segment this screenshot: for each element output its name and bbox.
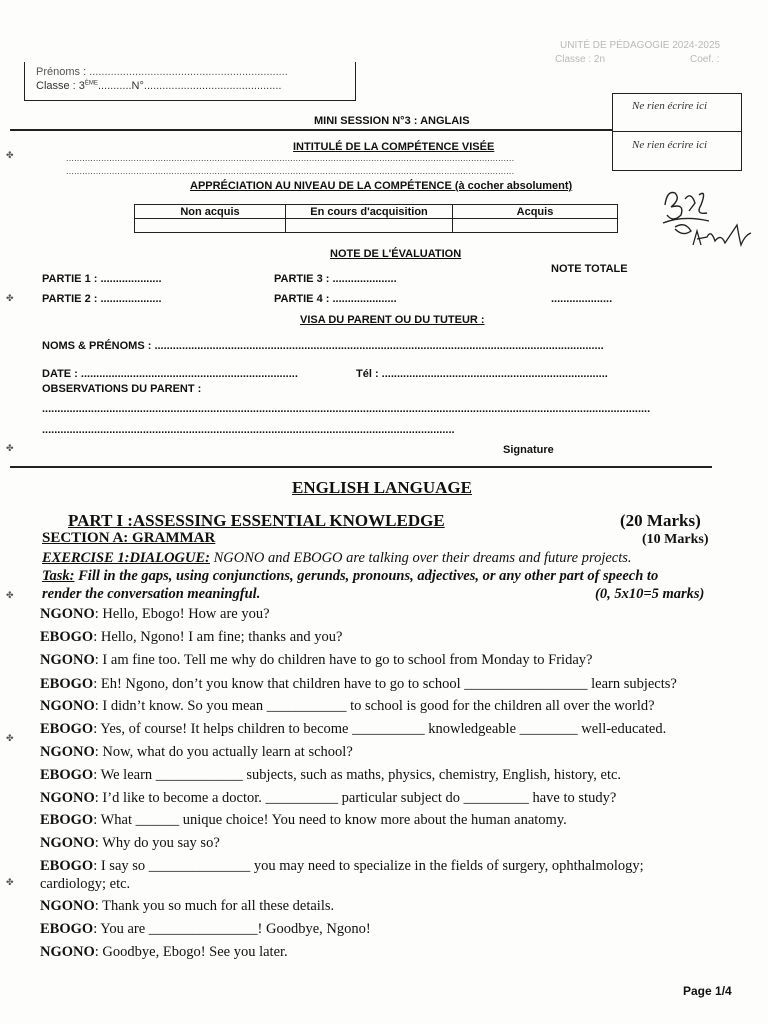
session-title: MINI SESSION N°3 : ANGLAIS <box>314 115 470 127</box>
task-label: Task: <box>42 568 75 584</box>
dialogue-line: EBOGO: Hello, Ngono! I am fine; thanks and you? <box>40 629 343 645</box>
parent-name-field[interactable]: NOMS & PRÉNOMS : ................................................................................................................................................... <box>42 340 604 352</box>
checkbox-en-cours[interactable] <box>286 219 453 233</box>
task-marks: (0, 5x10=5 marks) <box>595 586 705 602</box>
dialogue-line: NGONO: I am fine too. Tell me why do children have to go to school from Monday to Friday? <box>40 652 593 668</box>
grader-box-divider <box>612 131 742 132</box>
appreciation-title: APPRÉCIATION AU NIVEAU DE LA COMPÉTENCE (à cocher absolument) <box>190 180 573 192</box>
visa-title: VISA DU PARENT OU DU TUTEUR : <box>300 314 485 326</box>
dialogue-line: NGONO: Now, what do you actually learn at school? <box>40 744 353 760</box>
classe-label: Classe : 3 <box>36 80 85 92</box>
task-instruction <box>42 568 658 585</box>
dialogue-line: NGONO: Why do you say so? <box>40 835 220 851</box>
note-totale-label: NOTE TOTALE <box>551 263 628 275</box>
exercise-label: EXERCISE 1:DIALOGUE: <box>42 550 210 566</box>
dialogue-line[interactable]: NGONO: I’d like to become a doctor. __________ particular subject do _________ have to study? <box>40 790 617 806</box>
faint-header-text: UNITÉ DE PÉDAGOGIE 2024-2025 <box>560 40 721 51</box>
scan-mark: ✤ <box>6 443 14 453</box>
page-number: Page 1/4 <box>683 984 732 998</box>
level-en-cours: En cours d'acquisition <box>286 205 453 219</box>
dialogue-line[interactable]: EBOGO: Eh! Ngono, don’t you know that children have to go to school _________________ learn subjects? <box>40 676 677 692</box>
classe-superscript: ÈME <box>84 80 98 87</box>
dialogue-line: NGONO: Hello, Ebogo! How are you? <box>40 606 270 622</box>
section-divider <box>10 466 712 468</box>
level-non-acquis: Non acquis <box>135 205 286 219</box>
dialogue-line[interactable]: EBOGO: We learn ____________ subjects, such as maths, physics, chemistry, English, history, etc. <box>40 767 622 783</box>
task-text: Fill in the gaps, using conjunctions, gerunds, pronouns, adjectives, or any other part of speech to <box>74 568 659 584</box>
scan-mark: ✤ <box>6 150 14 160</box>
note-title: NOTE DE L'ÉVALUATION <box>330 248 462 260</box>
competence-title: INTITULÉ DE LA COMPÉTENCE VISÉE <box>293 141 495 153</box>
exam-title: ENGLISH LANGUAGE <box>292 478 472 497</box>
scan-mark: ✤ <box>6 293 14 303</box>
observations-label: OBSERVATIONS DU PARENT : <box>42 383 202 395</box>
section-marks: (10 Marks) <box>642 532 709 547</box>
prenoms-field[interactable]: Prénoms : ................................................................. <box>36 66 288 78</box>
note-totale-field[interactable]: .................... <box>551 293 613 305</box>
part-marks: (20 Marks) <box>620 511 701 530</box>
no-write-note-2: Ne rien écrire ici <box>632 139 708 151</box>
partie-4-field[interactable]: PARTIE 4 : ..................... <box>274 293 397 305</box>
handwritten-initials <box>655 185 765 260</box>
signature-label: Signature <box>503 444 554 456</box>
dialogue-line[interactable]: EBOGO: Yes, of course! It helps children to become __________ knowledgeable ________ well-educated. <box>40 721 667 737</box>
faint-class-text: Classe : 2n <box>555 54 606 65</box>
partie-2-field[interactable]: PARTIE 2 : .................... <box>42 293 162 305</box>
partie-1-field[interactable]: PARTIE 1 : .................... <box>42 273 162 285</box>
observations-line-1[interactable]: ....................................................................................................................................................................................................... <box>42 403 651 415</box>
scan-mark: ✤ <box>6 877 14 887</box>
dialogue-line: NGONO: Thank you so much for all these details. <box>40 898 335 914</box>
header-rule <box>10 129 612 131</box>
tel-field[interactable]: Tél : .......................................................................... <box>356 368 608 380</box>
scan-mark: ✤ <box>6 733 14 743</box>
level-acquis: Acquis <box>453 205 618 219</box>
checkbox-non-acquis[interactable] <box>135 219 286 233</box>
dialogue-line[interactable]: EBOGO: You are _______________! Goodbye, Ngono! <box>40 921 371 937</box>
no-write-note-1: Ne rien écrire ici <box>632 100 708 112</box>
observations-line-2[interactable]: ....................................................................................................................................... <box>42 424 455 436</box>
dialogue-line[interactable]: EBOGO: What ______ unique choice! You need to know more about the human anatomy. <box>40 812 567 828</box>
classe-dots: ...........N°............................................. <box>97 80 282 92</box>
competence-line-2[interactable]: ...................................................................................................................................................................... <box>66 166 515 176</box>
dialogue-line: NGONO: Goodbye, Ebogo! See you later. <box>40 944 288 960</box>
part-title: PART I :ASSESSING ESSENTIAL KNOWLEDGE <box>68 511 445 530</box>
checkbox-acquis[interactable] <box>453 219 618 233</box>
competence-table <box>134 204 618 233</box>
section-title: SECTION A: GRAMMAR <box>42 530 216 546</box>
competence-line-1[interactable]: ...................................................................................................................................................................... <box>66 153 515 163</box>
partie-3-field[interactable]: PARTIE 3 : ..................... <box>274 273 397 285</box>
date-field[interactable]: DATE : ....................................................................... <box>42 368 298 380</box>
scan-mark: ✤ <box>6 590 14 600</box>
dialogue-line[interactable]: EBOGO: I say so ______________ you may need to specialize in the fields of surgery, ophthalmology; <box>40 858 644 874</box>
faint-coef-text: Coef. : <box>690 54 720 65</box>
dialogue-line[interactable]: NGONO: I didn’t know. So you mean ___________ to school is good for the children all over the world? <box>40 698 655 714</box>
classe-field[interactable] <box>36 80 281 92</box>
exercise-heading <box>42 550 632 567</box>
task-text-2: render the conversation meaningful. <box>42 586 261 602</box>
exercise-text: NGONO and EBOGO are talking over their dreams and future projects. <box>210 550 632 566</box>
dialogue-line: cardiology; etc. <box>40 876 131 892</box>
